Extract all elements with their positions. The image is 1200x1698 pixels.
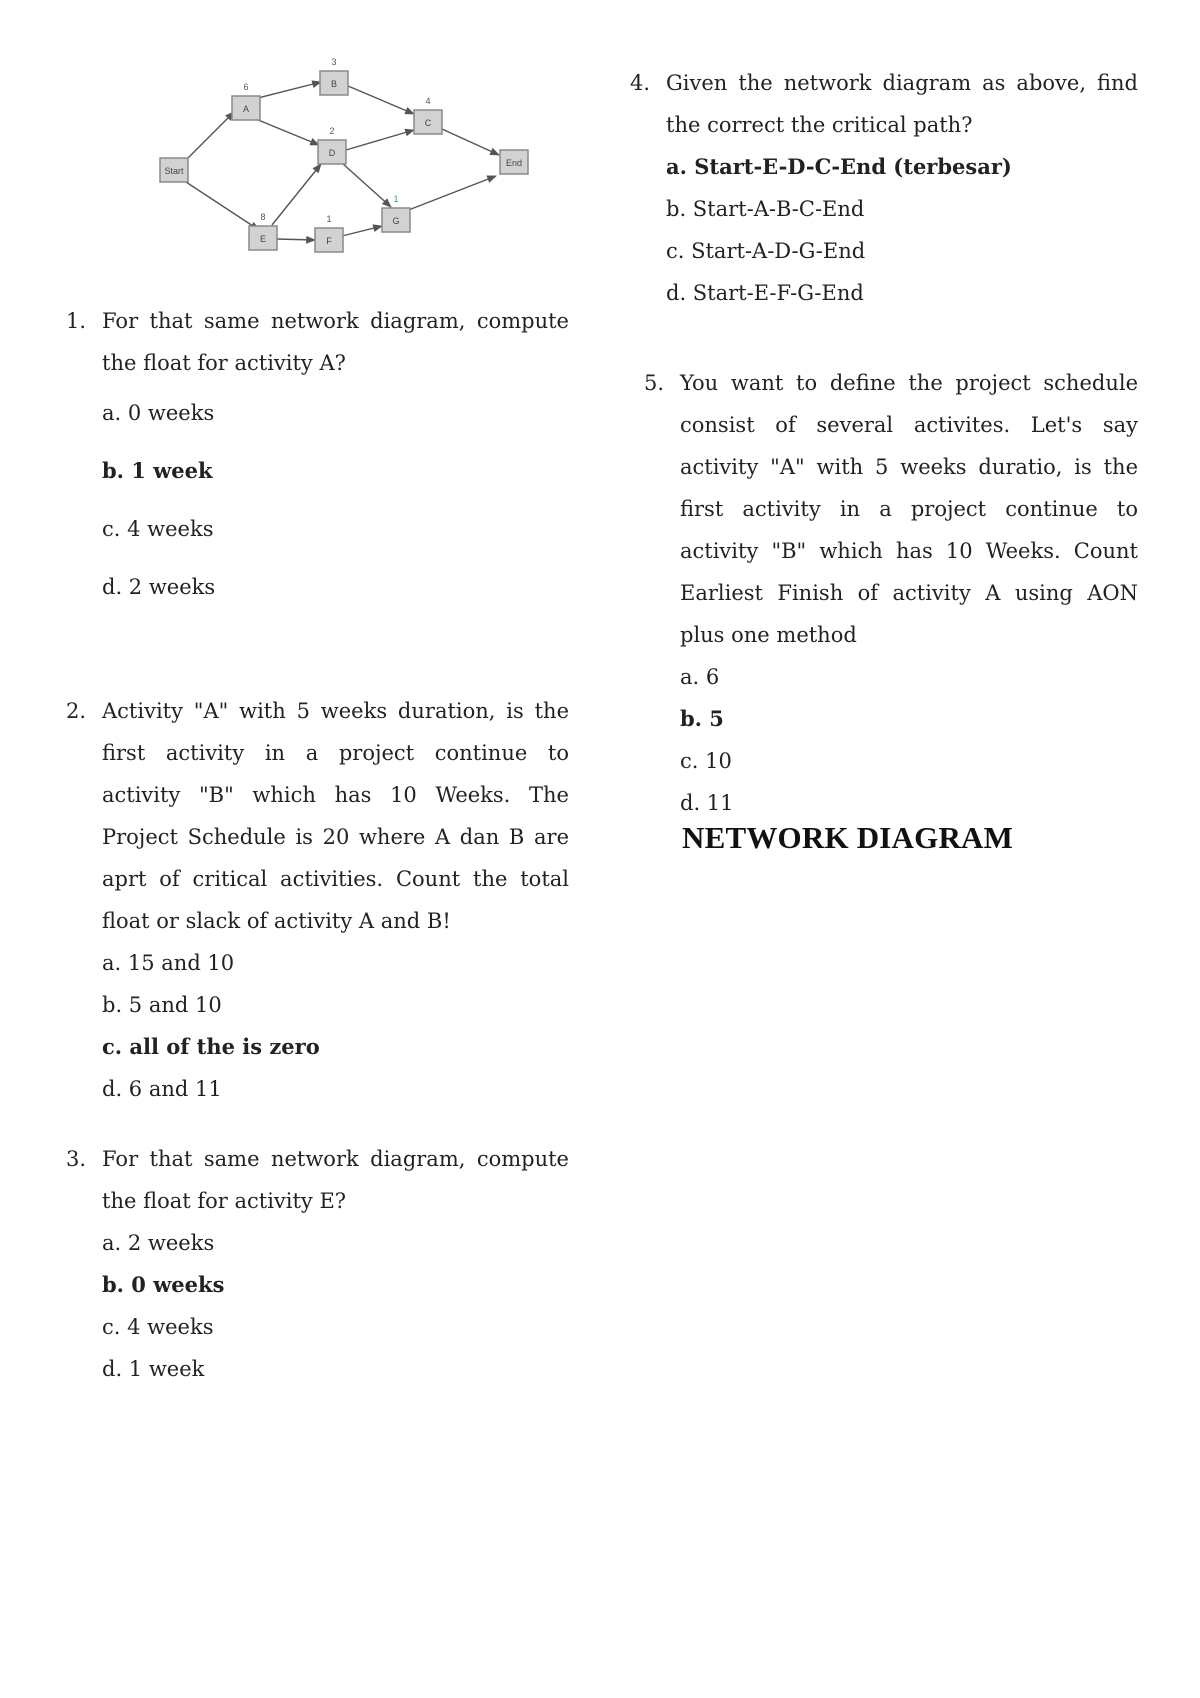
question-4-text: Given the network diagram as above, find the correct the critical path? — [666, 71, 1138, 137]
question-4 — [630, 62, 1138, 314]
node-end-label: End — [505, 158, 523, 168]
question-1-number: 1. — [66, 309, 87, 333]
node-start-label: Start — [164, 166, 184, 176]
node-e — [249, 226, 277, 250]
question-3 — [66, 1138, 569, 1390]
edge-start-e — [186, 182, 259, 230]
question-2-option-b: b. 5 and 10 — [102, 993, 222, 1017]
node-b — [320, 71, 348, 95]
question-2-text: Activity "A" with 5 weeks duration, is the first activity in a project continue to activity "B" which has 10 Weeks. The Project Schedule is 20 where A dan B are aprt of critical activities. Count the total float or slack of activity A and B! — [102, 699, 569, 933]
node-c-label: C — [424, 118, 432, 128]
question-1-option-c: c. 4 weeks — [102, 517, 214, 541]
question-4-option-c: c. Start-A-D-G-End — [666, 239, 866, 263]
node-c-duration: 4 — [425, 96, 431, 106]
node-end — [500, 150, 528, 174]
edge-b-c — [348, 86, 414, 114]
question-5-option-d: d. 11 — [680, 791, 734, 815]
question-1-option-b: b. 1 week — [102, 458, 213, 483]
node-g-duration: 1 — [393, 194, 399, 204]
question-1-option-d: d. 2 weeks — [102, 575, 216, 599]
node-a — [232, 96, 260, 120]
question-4-option-b: b. Start-A-B-C-End — [666, 197, 865, 221]
edge-d-c — [346, 130, 414, 150]
edge-d-g — [342, 163, 391, 207]
node-g — [382, 208, 410, 232]
question-5-text: You want to define the project schedule consist of several activites. Let's say activity "A" with 5 weeks duratio, is the first activity in a project continue to activity "B" which has 10 Weeks. Count Earliest Finish of activity A using AON plus one method — [680, 371, 1138, 647]
node-e-duration: 8 — [260, 212, 266, 222]
node-d-duration: 2 — [329, 126, 335, 136]
question-2-option-d: d. 6 and 11 — [102, 1077, 222, 1101]
question-3-option-c: c. 4 weeks — [102, 1315, 214, 1339]
question-1 — [66, 300, 569, 616]
question-3-text: For that same network diagram, compute the float for activity E? — [102, 1147, 569, 1213]
node-b-duration: 3 — [331, 57, 337, 67]
edge-e-d — [272, 164, 321, 225]
network-diagram-svg — [146, 44, 566, 284]
node-a-label: A — [242, 104, 250, 114]
node-f-label: F — [326, 236, 332, 246]
question-2-option-a: a. 15 and 10 — [102, 951, 235, 975]
node-d — [318, 140, 346, 164]
edge-start-a — [186, 112, 234, 160]
edge-f-g — [342, 226, 382, 236]
question-2 — [66, 690, 569, 1110]
node-b-label: B — [330, 79, 338, 89]
edge-g-end — [406, 176, 496, 211]
node-f-duration: 1 — [326, 214, 332, 224]
node-e-label: E — [259, 234, 267, 244]
edge-e-f — [276, 239, 315, 240]
node-d-label: D — [328, 148, 336, 158]
question-5-option-c: c. 10 — [680, 749, 732, 773]
question-3-option-b: b. 0 weeks — [102, 1272, 225, 1297]
question-2-option-c: c. all of the is zero — [102, 1034, 320, 1059]
question-4-number: 4. — [630, 71, 651, 95]
section-heading: NETWORK DIAGRAM — [682, 820, 1014, 855]
question-3-option-a: a. 2 weeks — [102, 1231, 215, 1255]
node-g-label: G — [392, 216, 400, 226]
question-5-number: 5. — [644, 371, 665, 395]
question-3-number: 3. — [66, 1147, 87, 1171]
node-a-duration: 6 — [243, 82, 249, 92]
question-1-text: For that same network diagram, compute the float for activity A? — [102, 309, 569, 375]
question-5-option-b: b. 5 — [680, 706, 724, 731]
network-diagram — [146, 44, 566, 284]
question-5 — [644, 362, 1138, 824]
edge-c-end — [442, 129, 499, 155]
question-3-option-d: d. 1 week — [102, 1357, 205, 1381]
node-c — [414, 110, 442, 134]
question-2-number: 2. — [66, 699, 87, 723]
node-start — [160, 158, 188, 182]
node-f — [315, 228, 343, 252]
question-4-option-d: d. Start-E-F-G-End — [666, 281, 864, 305]
question-5-option-a: a. 6 — [680, 665, 720, 689]
question-4-option-a: a. Start-E-D-C-End (terbesar) — [666, 154, 1012, 179]
question-1-option-a: a. 0 weeks — [102, 401, 215, 425]
